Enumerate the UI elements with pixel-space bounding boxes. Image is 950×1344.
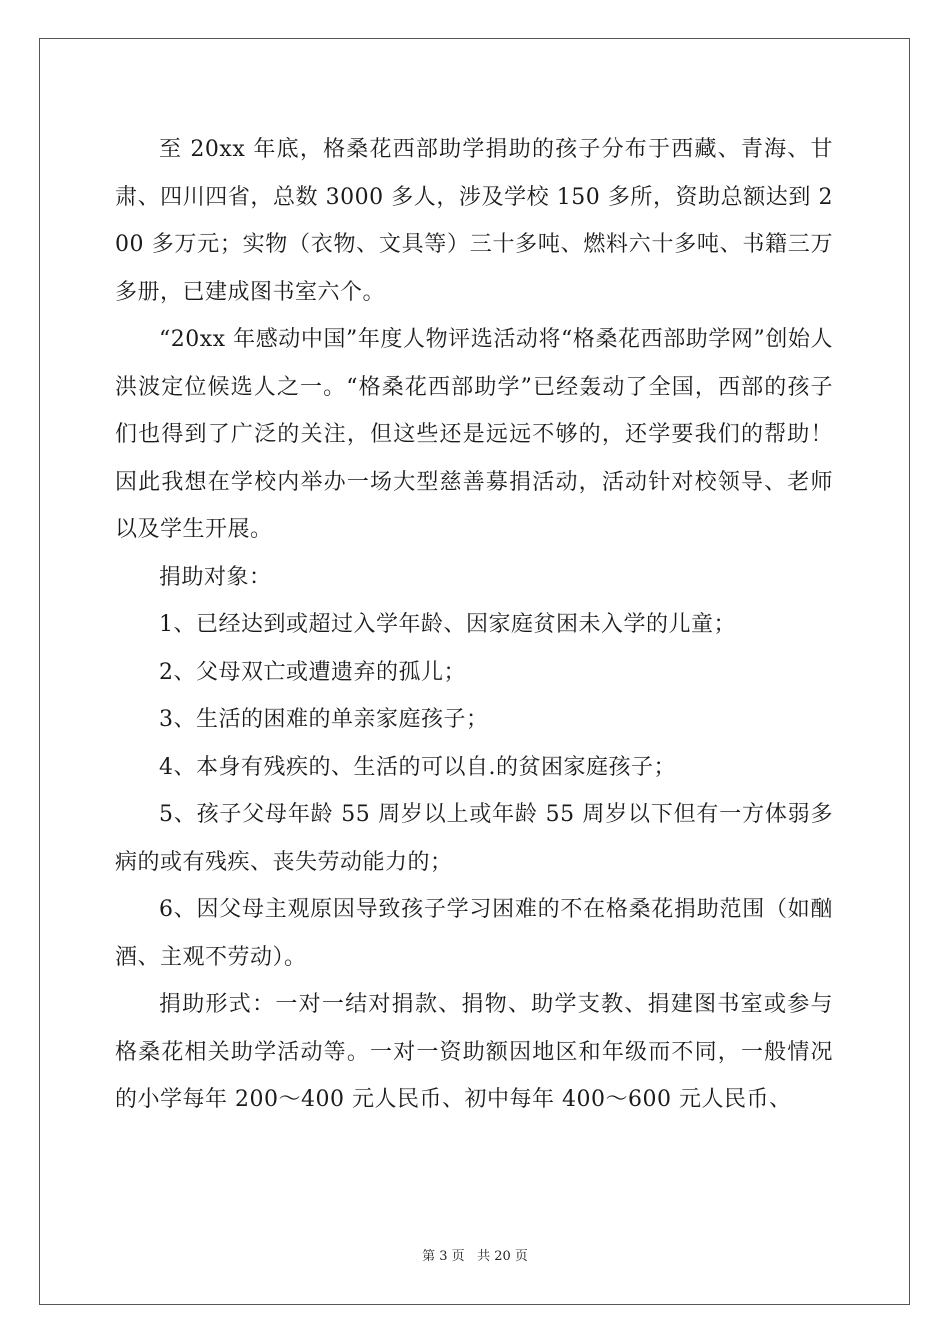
list-item: 1、已经达到或超过入学年龄、因家庭贫困未入学的儿童； (159, 612, 736, 637)
page-total: 共 20 页 (477, 1249, 528, 1264)
paragraph-summary: 至 20xx 年底，格桑花西部助学捐助的孩子分布于西藏、青海、甘肃、四川四省，总数 3000 多人，涉及学校 150 多所，资助总额达到 200 多万元；实物（衣物、文具等）三十多吨、燃料六十多吨、书籍三万多册，已建成图书室六个。 (115, 137, 834, 305)
list-item: 2、父母双亡或遭遗弃的孤儿； (159, 659, 466, 685)
page-footer (0, 1245, 950, 1264)
list-item: 4、本身有残疾的、生活的可以自.的贫困家庭孩子； (159, 754, 676, 780)
document-body (115, 126, 833, 1124)
list-item: 5、孩子父母年龄 55 周岁以上或年龄 55 周岁以下但有一方体弱多病的或有残疾、丧失劳动能力的； (115, 802, 833, 875)
paragraph-event: “20xx 年感动中国”年度人物评选活动将“格桑花西部助学网”创始人洪波定位候选人之一。“格桑花西部助学”已经轰动了全国，西部的孩子们也得到了广泛的关注，但这些还是远远不够的，还学要我们的帮助！因此我想在学校内举办一场大型慈善募捐活动，活动针对校领导、老师以及学生开展。 (115, 327, 833, 542)
page-number: 第 3 页 (422, 1249, 465, 1264)
list-item: 6、因父母主观原因导致孩子学习困难的不在格桑花捐助范围（如酗酒、主观不劳动）。 (115, 897, 833, 970)
paragraph-donation-forms: 捐助形式：一对一结对捐款、捐物、助学支教、捐建图书室或参与格桑花相关助学活动等。一对一资助额因地区和年级而不同，一般情况的小学每年 200～400 元人民币、初中每年 400～600 元人民币、 (115, 992, 833, 1112)
section-heading-recipients: 捐助对象： (159, 564, 272, 590)
list-item: 3、生活的困难的单亲家庭孩子； (159, 707, 489, 732)
